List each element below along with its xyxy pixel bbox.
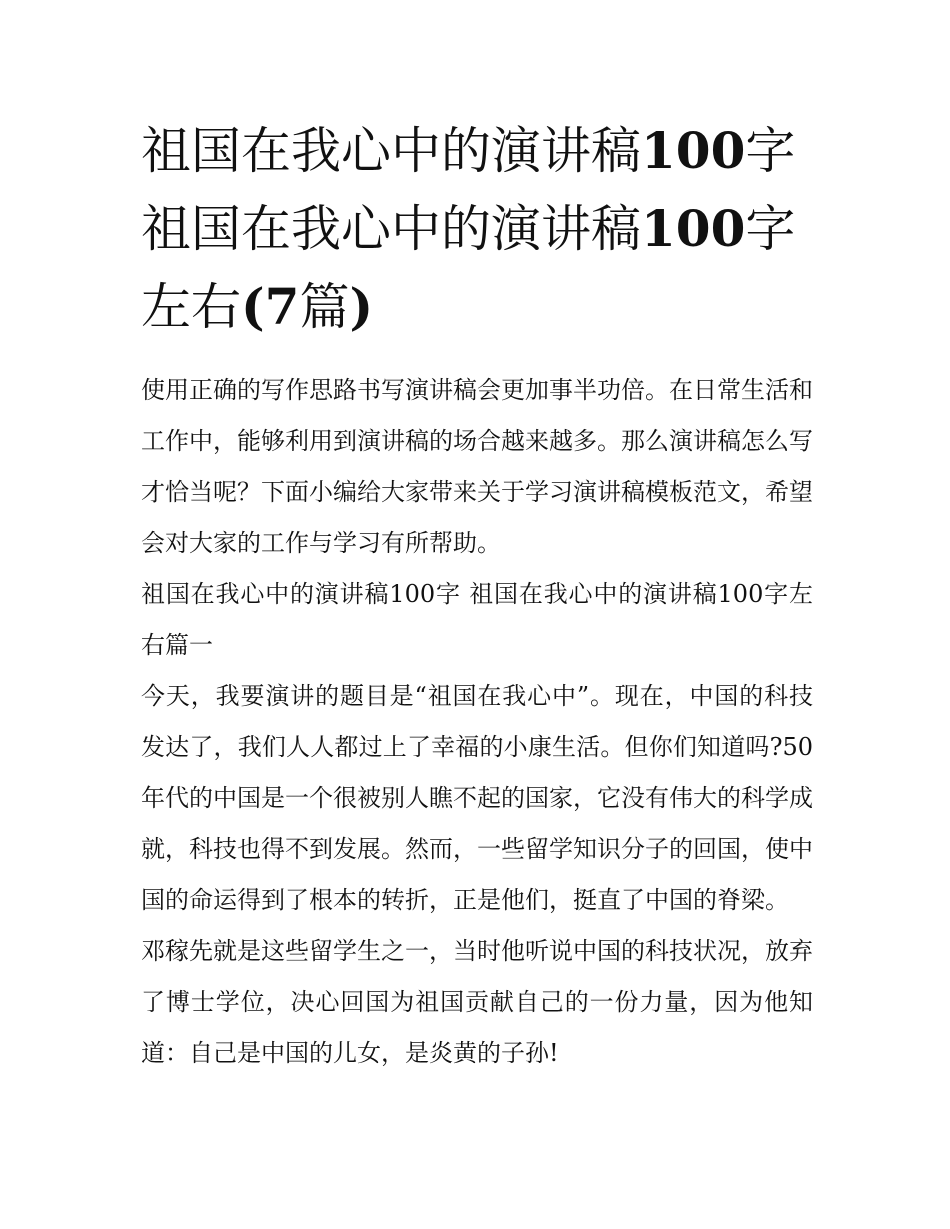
document-page: [141, 112, 813, 1079]
document-title: [141, 112, 813, 346]
intro-paragraph: 使用正确的写作思路书写演讲稿会更加事半功倍。在日常生活和工作中，能够利用到演讲稿的场合越来越多。那么演讲稿怎么写才恰当呢？下面小编给大家带来关于学习演讲稿模板范文，希望会对大家的工作与学习有所帮助。: [141, 376, 813, 557]
title-line-3: 左右(7篇): [141, 277, 374, 336]
body-paragraph-1: 今天，我要演讲的题目是“祖国在我心中”。现在，中国的科技发达了，我们人人都过上了幸福的小康生活。但你们知道吗?50年代的中国是一个很被别人瞧不起的国家，它没有伟大的科学成就，科技也得不到发展。然而，一些留学知识分子的回国，使中国的命运得到了根本的转折，正是他们，挺直了中国的脊梁。: [141, 682, 813, 914]
title-line-2: 祖国在我心中的演讲稿100字: [141, 199, 796, 258]
title-line-1: 祖国在我心中的演讲稿100字: [141, 121, 796, 180]
body-paragraph-2: 邓稼先就是这些留学生之一，当时他听说中国的科技状况，放弃了博士学位，决心回国为祖国贡献自己的一份力量，因为他知道：自己是中国的儿女，是炎黄的子孙!: [141, 937, 813, 1067]
section-heading: 祖国在我心中的演讲稿100字 祖国在我心中的演讲稿100字左右篇一: [141, 580, 813, 659]
